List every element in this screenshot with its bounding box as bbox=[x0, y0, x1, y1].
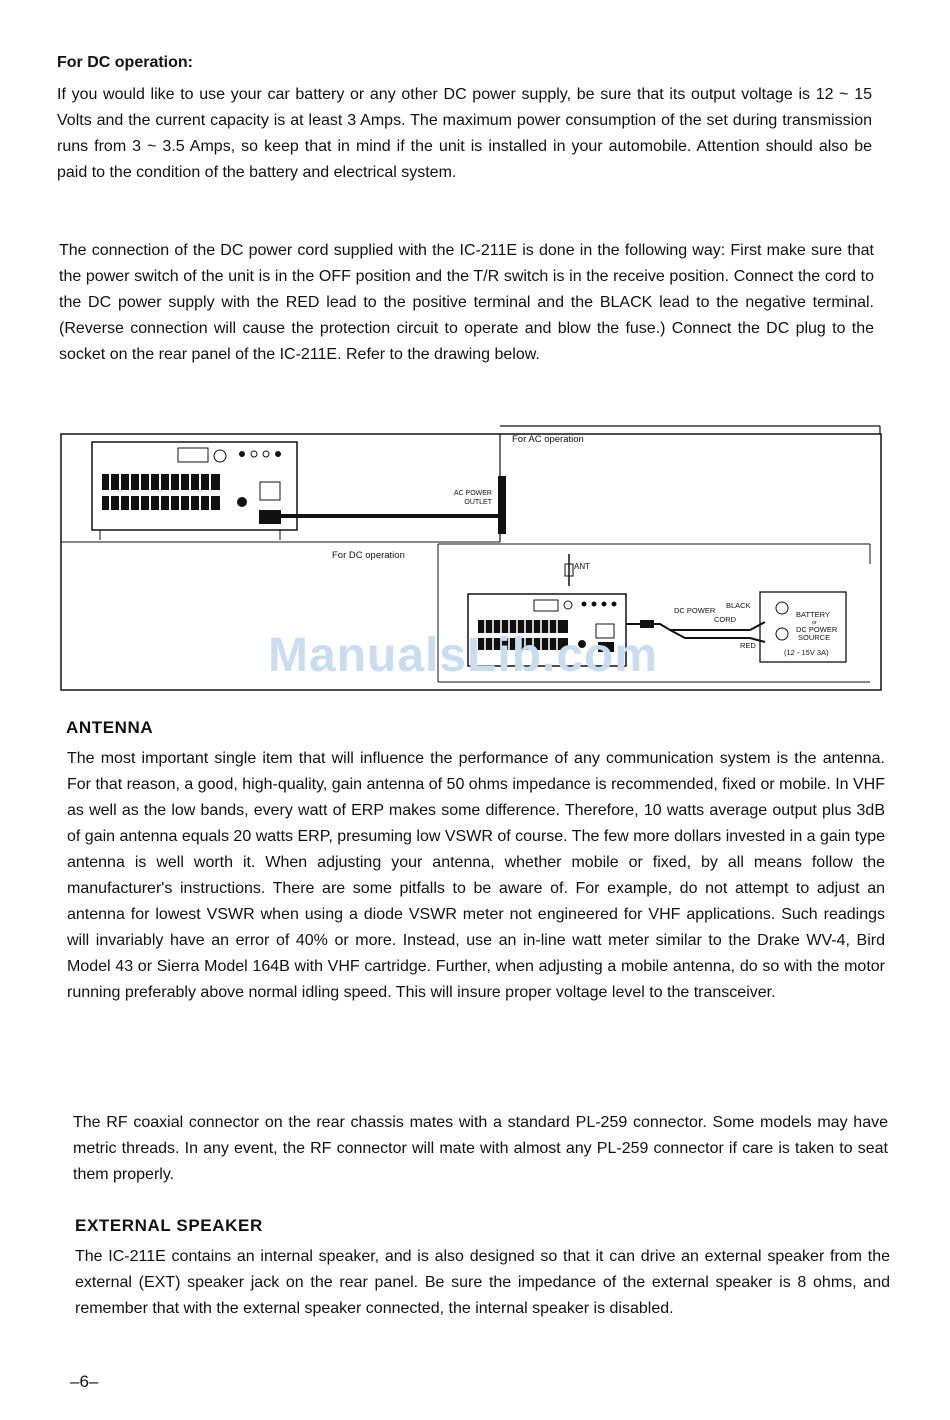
ac-transceiver-rear-panel bbox=[92, 442, 297, 540]
antenna-heading: ANTENNA bbox=[66, 718, 154, 737]
black-lead-label: BLACK bbox=[726, 601, 751, 610]
ac-operation-label: For AC operation bbox=[512, 434, 584, 445]
ac-outlet-label-line1: AC POWER bbox=[453, 490, 492, 497]
battery-label-line1: BATTERY bbox=[796, 610, 830, 619]
dc-paragraph-1: If you would like to use your car battery or any other DC power supply, be sure that its output voltage is 12 ~ 15 Volts and the current capacity is at least 3 Amps. The maximum power consumption of the set during transmission runs from 3 ~ 3.5 Amps, so keep that in mind if the unit is installed in your automobile. Attention should also be paid to the condition of the battery and electrical system. bbox=[57, 86, 872, 181]
ac-outlet-label-line2: OUTLET bbox=[464, 499, 492, 506]
battery-label-line2: or bbox=[812, 620, 817, 626]
dc-cord-label-line2: CORD bbox=[714, 615, 737, 624]
battery-dc-source bbox=[760, 592, 846, 662]
battery-label-line5: (12 - 15V 3A) bbox=[784, 648, 829, 657]
dc-paragraph-2: The connection of the DC power cord supplied with the IC-211E is done in the following way: First make sure that the power switch of the unit is in the OFF position and the T/R switch is in the receive position. Connect the cord to the DC power supply with the RED lead to the positive terminal and the BLACK lead to the negative terminal. (Reverse connection will cause the protection circuit to operate and blow the fuse.) Connect the DC plug to the socket on the rear panel of the IC-211E. Refer to the drawing below. bbox=[59, 242, 874, 363]
red-lead-label: RED bbox=[740, 641, 756, 650]
antenna-label: ANT bbox=[574, 562, 590, 571]
antenna-paragraph-2: The RF coaxial connector on the rear chassis mates with a standard PL-259 connector. Some models may have metric threads. In any event, the RF connector will mate with almost any PL-259 connector if care is taken to seat them properly. bbox=[73, 1114, 888, 1183]
watermark: ManualsLib.com bbox=[268, 629, 659, 682]
ac-outlet-plug bbox=[498, 476, 506, 534]
external-speaker-heading: EXTERNAL SPEAKER bbox=[75, 1216, 263, 1235]
page-number: –6– bbox=[70, 1372, 99, 1391]
dc-cord-label-line1: DC POWER bbox=[674, 606, 716, 615]
antenna-paragraph-1: The most important single item that will influence the performance of any communication system is the antenna. For that reason, a good, high-quality, gain antenna of 50 ohms impedance is recommended, fixed or mobile. In VHF as well as the low bands, every watt of ERP makes some difference. Therefore, 10 watts average output plus 3dB of gain antenna equals 20 watts ERP, presuming low VSWR of course. The few more dollars invested in a gain type antenna is well worth it. When adjusting your antenna, whether mobile or fixed, by all means follow the manufacturer's instructions. There are some pitfalls to be aware of. For example, do not attempt to adjust an antenna for lowest VSWR when using a diode VSWR meter not engineered for VHF applications. Such readings will invariably have an error of 40% or more. Instead, use an in-line watt meter similar to the Drake WV-4, Bird Model 43 or Sierra Model 164B with VHF cartridge. Further, when adjusting a mobile antenna, do so with the motor running preferably above normal idling speed. This will insure proper voltage level to the transceiver. bbox=[67, 750, 885, 1001]
dc-operation-heading: For DC operation: bbox=[57, 54, 193, 71]
external-speaker-paragraph: The IC-211E contains an internal speaker, and is also designed so that it can drive an external speaker from the external (EXT) speaker jack on the rear panel. Be sure the impedance of the external speaker is 8 ohms, and remember that with the external speaker connected, the internal speaker is disabled. bbox=[75, 1248, 890, 1317]
dc-operation-label: For DC operation bbox=[332, 550, 405, 561]
battery-label-line4: SOURCE bbox=[798, 633, 831, 642]
antenna-connector bbox=[565, 554, 590, 586]
battery-label-line3: DC POWER bbox=[796, 625, 838, 634]
